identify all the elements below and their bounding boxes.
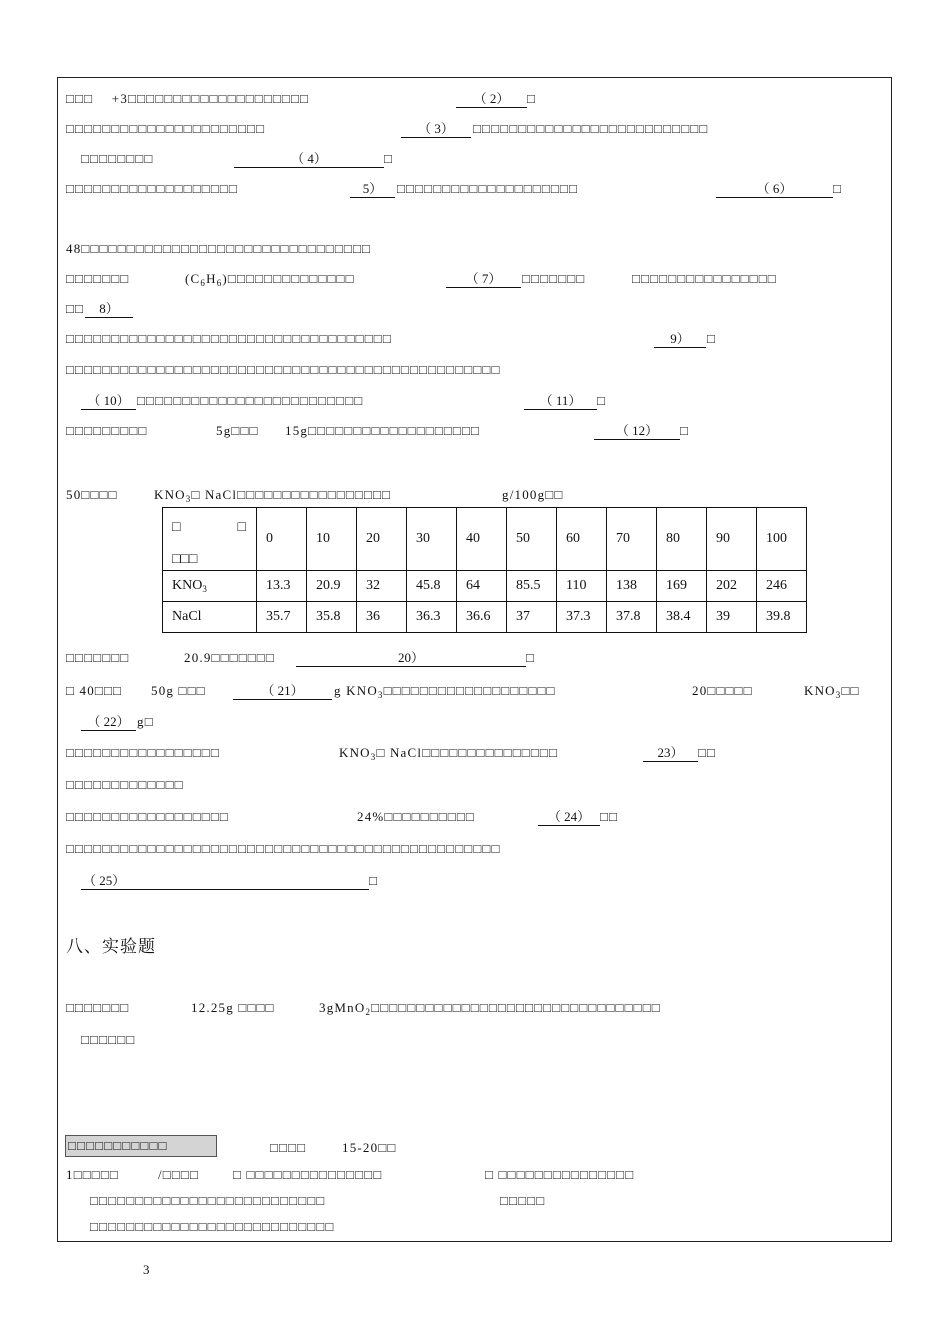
unit-text: g/100g□□: [502, 487, 564, 502]
value-cell: 138: [607, 571, 657, 602]
value-cell: 36.3: [407, 602, 457, 633]
value-cell: 39: [707, 602, 757, 633]
answer-blank-23[interactable]: 23）: [643, 745, 698, 762]
header-cell: [163, 508, 257, 571]
answer-blank-22[interactable]: （ 22）: [81, 714, 136, 731]
value-cell: 38.4: [657, 602, 707, 633]
temp-cell: 80: [657, 508, 707, 571]
text: 12.25g □□□□: [191, 1000, 275, 1015]
value-cell: 246: [757, 571, 807, 602]
text: 20□□□□□: [692, 683, 753, 698]
text: □: [369, 873, 379, 888]
temp-cell: 10: [307, 508, 357, 571]
header-label: □: [172, 520, 181, 535]
text: □□□□□□□: [522, 271, 586, 286]
value-cell: 36: [357, 602, 407, 633]
temp-cell: 60: [557, 508, 607, 571]
answer-blank-20[interactable]: 20）: [296, 650, 526, 667]
temp-cell: 50: [507, 508, 557, 571]
answer-blank-3[interactable]: （ 3）: [401, 121, 471, 138]
text: □□□□□□□: [66, 1000, 130, 1015]
value-cell: 32: [357, 571, 407, 602]
text: 15-20□□: [342, 1140, 397, 1155]
temp-cell: 0: [257, 508, 307, 571]
text: 1□□□□□: [66, 1167, 119, 1182]
text: □□: [600, 809, 619, 824]
answer-blank-6[interactable]: （ 6）: [716, 181, 833, 198]
table-header-row: [163, 508, 807, 571]
text: 5g□□□: [216, 423, 259, 438]
text: □□: [698, 745, 717, 760]
text: □: [707, 331, 717, 346]
answer-blank-5[interactable]: 5）: [350, 181, 395, 198]
text: 50g □□□: [151, 683, 206, 698]
question-48: 48□□□□□□□□□□□□□□□□□□□□□□□□□□□□□□□□: [66, 241, 372, 256]
value-cell: 39.8: [757, 602, 807, 633]
text: □□□□□□□□□□□□□□□□□□□□□□□□□□□□□□□□□□□□□□□□□□□□□□□□: [66, 841, 501, 856]
benzene-text: $(C_6H_6)□□□□□□□□□□□□□□$: [185, 271, 355, 288]
value-cell: 35.7: [257, 602, 307, 633]
text: □: [527, 91, 537, 106]
text: □□□□□□□□□□□□□□□□□□□□□□□□□□: [473, 121, 709, 136]
value-cell: 35.8: [307, 602, 357, 633]
text: /□□□□: [158, 1167, 200, 1182]
mno2-text: 3gMnO$_2$□□□□□□□□□□□□□□□□□□□□□□□□□□□□□□□□: [319, 1000, 661, 1017]
kno3-text: g $KNO_3□□□□□□□□□□□□□□□□□□□$: [334, 683, 556, 700]
text: □: [833, 181, 843, 196]
text: □□□□□□□□□□□□□□□□□□□□□□□□□: [137, 393, 364, 408]
value-cell: 20.9: [307, 571, 357, 602]
text: □□□□□□: [81, 1032, 136, 1047]
solubility-intro: $KNO_3□$ NaCl□□□□□□□□□□□□□□□□□: [154, 487, 392, 504]
answer-blank-8[interactable]: 8）: [85, 301, 133, 318]
answer-blank-7[interactable]: （ 7）: [446, 271, 521, 288]
text: □□□□□□□□□□□□□□□□□: [66, 745, 220, 760]
text: □□□ +3□□□□□□□□□□□□□□□□□□□□: [66, 91, 310, 106]
text: □□□□□□□□□□□□□□□□□□□□□□□□□□□: [90, 1219, 335, 1234]
solubility-table: [162, 507, 807, 633]
text: □: [597, 393, 607, 408]
header-label: □□□: [172, 552, 198, 567]
section-heading: 八、实验题: [66, 937, 156, 957]
value-cell: 64: [457, 571, 507, 602]
value-cell: 110: [557, 571, 607, 602]
answer-blank-9[interactable]: 9）: [654, 331, 706, 348]
value-cell: 36.6: [457, 602, 507, 633]
answer-blank-11[interactable]: （ 11）: [524, 393, 597, 410]
value-cell: 85.5: [507, 571, 557, 602]
table-row: [163, 571, 807, 602]
text: □□□□□□□□□□□□□□□□□□□: [66, 181, 238, 196]
text: 15g□□□□□□□□□□□□□□□□□□□: [285, 423, 481, 438]
text: □ □□□□□□□□□□□□□□□: [485, 1167, 635, 1182]
answer-blank-12[interactable]: （ 12）: [594, 423, 680, 440]
text: □□: [66, 301, 85, 316]
row-label-kno3: $KNO_3$: [163, 571, 257, 602]
text: □□□□□□□□□: [66, 423, 148, 438]
value-cell: 169: [657, 571, 707, 602]
text: □: [384, 151, 394, 166]
text: 20.9□□□□□□□: [184, 650, 275, 665]
section-label-box: □□□□□□□□□□□: [65, 1135, 217, 1157]
row-label-nacl: NaCl: [163, 602, 257, 633]
value-cell: 37: [507, 602, 557, 633]
header-label: □: [237, 520, 246, 535]
text: □ □□□□□□□□□□□□□□□: [233, 1167, 383, 1182]
value-cell: 13.3: [257, 571, 307, 602]
text: □□□□□□□□□□□□□□□□□□: [66, 809, 229, 824]
answer-blank-21[interactable]: （ 21）: [233, 683, 332, 700]
temp-cell: 40: [457, 508, 507, 571]
text: □□□□□: [500, 1193, 546, 1208]
temp-cell: 30: [407, 508, 457, 571]
value-cell: 45.8: [407, 571, 457, 602]
text: □□□□□□□□□□□□□□□□□□□□□□: [66, 121, 266, 136]
answer-blank-24[interactable]: （ 24）: [538, 809, 600, 826]
text: □□□□□□□□□□□□□: [66, 777, 184, 792]
text: □ 40□□□: [66, 683, 123, 698]
temp-cell: 70: [607, 508, 657, 571]
answer-blank-4[interactable]: （ 4）: [234, 151, 384, 168]
kno3-text: $KNO_3□□$: [804, 683, 860, 700]
text: □□□□□□□□□□□□□□□□: [632, 271, 777, 286]
text: □□□□□□□: [66, 650, 130, 665]
answer-blank-10[interactable]: （ 10）: [81, 393, 136, 410]
answer-blank-2[interactable]: （ 2）: [456, 91, 527, 108]
question-50: 50□□□□: [66, 487, 118, 502]
value-cell: 37.8: [607, 602, 657, 633]
page-number: 3: [143, 1262, 150, 1277]
value-cell: 37.3: [557, 602, 607, 633]
text: □□□□: [270, 1140, 307, 1155]
temp-cell: 90: [707, 508, 757, 571]
temp-cell: 100: [757, 508, 807, 571]
text: □□□□□□□□: [81, 151, 154, 166]
answer-blank-25[interactable]: （ 25）: [81, 873, 369, 890]
text: □□□□□□□□□□□□□□□□□□□□□□□□□□□□□□□□□□□□□□□□□□□□□□□□: [66, 362, 501, 377]
text: □: [526, 650, 536, 665]
text: □: [680, 423, 690, 438]
kno3-nacl-text: $KNO_3□$ NaCl□□□□□□□□□□□□□□□: [339, 745, 558, 762]
text: 24%□□□□□□□□□□: [357, 809, 475, 824]
text: g□: [137, 714, 154, 729]
temp-cell: 20: [357, 508, 407, 571]
text: □□□□□□□: [66, 271, 130, 286]
text: □□□□□□□□□□□□□□□□□□□□: [397, 181, 579, 196]
value-cell: 202: [707, 571, 757, 602]
text: □□□□□□□□□□□□□□□□□□□□□□□□□□□□□□□□□□□□: [66, 331, 392, 346]
table-row: [163, 602, 807, 633]
text: □□□□□□□□□□□□□□□□□□□□□□□□□□: [90, 1193, 326, 1208]
